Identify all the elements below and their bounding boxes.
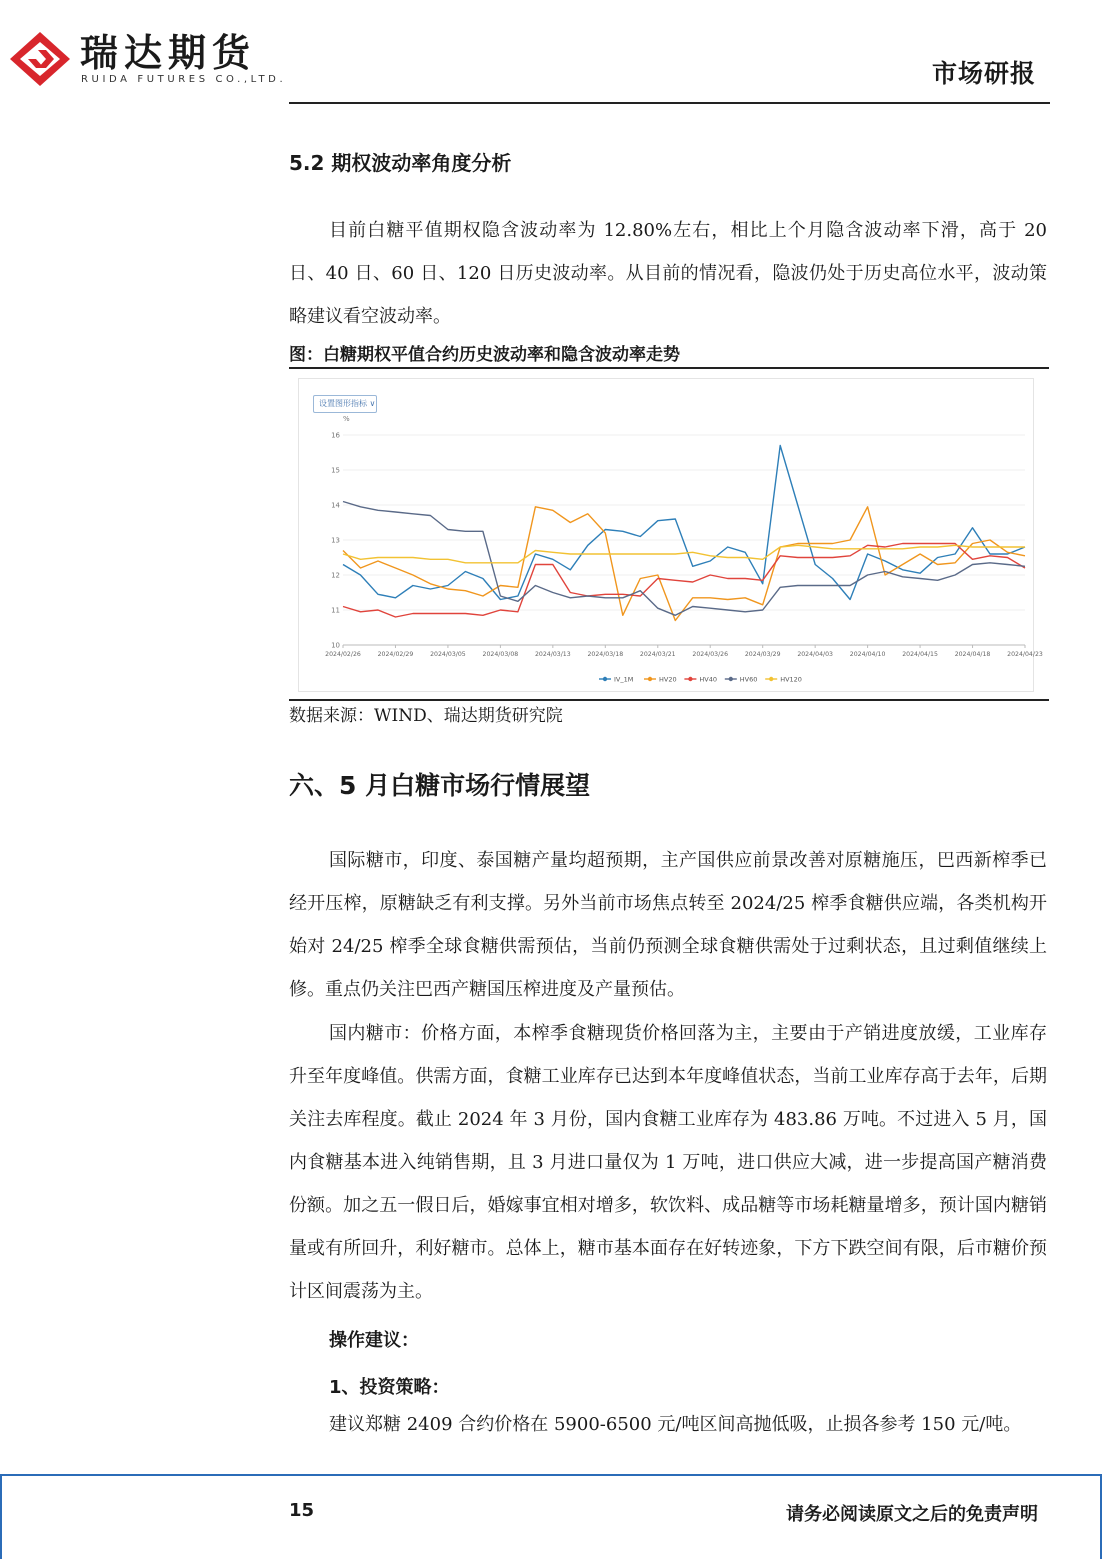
chart-x-tick-label: 2024/03/21 — [639, 651, 676, 658]
series-line-hv20 — [343, 507, 1025, 621]
chart-x-tick-label: 2024/04/03 — [797, 651, 833, 658]
chart-x-tick-label: 2024/03/08 — [482, 651, 519, 658]
legend-item-hv60[interactable]: HV60 — [739, 675, 758, 684]
chart-x-tick-label: 2024/03/26 — [692, 651, 729, 658]
chart-x-tick-label: 2024/04/18 — [954, 651, 991, 658]
chart-x-tick-label: 2024/03/13 — [535, 651, 571, 658]
legend-swatch-dot — [648, 677, 652, 681]
brand-name: 瑞达期货 — [80, 31, 257, 75]
legend-item-hv120[interactable]: HV120 — [780, 675, 802, 684]
brand-name-en: RUIDA FUTURES CO.,LTD. — [81, 74, 287, 85]
report-type: 市场研报 — [931, 59, 1036, 88]
chart-y-axis-label: % — [343, 415, 350, 423]
legend-item-hv20[interactable]: HV20 — [659, 675, 677, 684]
volatility-chart — [298, 378, 1043, 692]
legend-item-hv40[interactable]: HV40 — [699, 675, 718, 684]
legend-swatch-dot — [769, 677, 773, 681]
legend-swatch-dot — [729, 677, 733, 681]
legend-swatch-dot — [603, 677, 607, 681]
section-title-6: 六、5 月白糖市场行情展望 — [289, 771, 591, 800]
series-line-hv60 — [343, 502, 1025, 616]
chart-x-tick-label: 2024/02/29 — [377, 651, 414, 658]
chart-y-tick-label: 11 — [331, 606, 340, 615]
chart-y-tick-label: 12 — [331, 571, 340, 580]
section-5-2-paragraph: 目前白糖平值期权隐含波动率为 12.80%左右，相比上个月隐含波动率下滑，高于 20 日、40 日、60 日、120 日历史波动率。从目前的情况看，隐波仍处于历史高位水平，波动策略建议看空波动率。 — [289, 220, 1047, 327]
section-6-paragraph-2: 国内糖市：价格方面，本榨季食糖现货价格回落为主，主要由于产销进度放缓，工业库存升至年度峰值。供需方面，食糖工业库存已达到本年度峰值状态，当前工业库存高于去年，后期关注去库程度。截止 2024 年 3 月份，国内食糖工业库存为 483.86 万吨。不过进入 5 月，国内食糖基本进入纯销售期，且 3 月进口量仅为 1 万吨，进口供应大减，进一步提高国产糖消费份额。加之五一假日后，婚嫁事宜相对增多，软饮料、成品糖等市场耗糖量增多，预计国内糖销量或有所回升，利好糖市。总体上，糖市基本面存在好转迹象，下方下跌空间有限，后市糖价预计区间震荡为主。 — [289, 1023, 1047, 1302]
chart-x-tick-label: 2024/03/29 — [744, 651, 781, 658]
series-line-iv-1m — [343, 446, 1025, 600]
page-number: 15 — [289, 1500, 315, 1521]
chart-x-tick-label: 2024/04/10 — [849, 651, 886, 658]
disclaimer-text: 请务必阅读原文之后的免责声明 — [786, 1504, 1038, 1525]
page-header — [0, 0, 1102, 110]
header-divider — [289, 102, 1050, 104]
operation-advice-title: 操作建议： — [329, 1330, 419, 1351]
figure-bottom-rule — [289, 699, 1049, 701]
legend-item-iv-1m[interactable]: IV_1M — [614, 675, 634, 684]
chart-x-tick-label: 2024/04/23 — [1007, 651, 1043, 658]
chart-x-tick-label: 2024/04/15 — [902, 651, 938, 658]
chart-x-tick-label: 2024/03/18 — [587, 651, 624, 658]
series-line-hv120 — [343, 545, 1025, 563]
chart-x-tick-label: 2024/03/05 — [430, 651, 466, 658]
figure-source: 数据来源：WIND、瑞达期货研究院 — [289, 706, 563, 726]
section-title-5-2: 5.2 期权波动率角度分析 — [289, 151, 512, 175]
section-6-paragraph-1: 国际糖市，印度、泰国糖产量均超预期，主产国供应前景改善对原糖施压，巴西新榨季已经开压榨，原糖缺乏有利支撑。另外当前市场焦点转至 2024/25 榨季食糖供应端，各类机构开始对 24/25 榨季全球食糖供需预估，当前仍预测全球食糖供需处于过剩状态，且过剩值继续上修。重点仍关注巴西产糖国压榨进度及产量预估。 — [289, 850, 1047, 1000]
chart-y-tick-label: 10 — [331, 641, 340, 650]
investment-strategy-text: 建议郑糖 2409 合约价格在 5900-6500 元/吨区间高抛低吸，止损各参考 150 元/吨。 — [329, 1414, 1022, 1435]
chart-svg — [299, 379, 1043, 693]
chart-y-tick-label: 14 — [331, 501, 340, 510]
ruida-logo-icon — [8, 30, 72, 88]
investment-strategy-title: 1、投资策略： — [329, 1377, 450, 1398]
chart-y-tick-label: 13 — [331, 536, 340, 545]
figure-top-rule — [289, 367, 1049, 369]
chart-x-tick-label: 2024/02/26 — [325, 651, 361, 658]
chart-indicator-button[interactable]: 设置图形指标 ∨ — [313, 395, 377, 413]
series-line-hv40 — [343, 544, 1025, 618]
chart-y-tick-label: 16 — [331, 431, 340, 440]
legend-swatch-dot — [688, 677, 692, 681]
chart-y-tick-label: 15 — [331, 466, 340, 475]
figure-title: 图：白糖期权平值合约历史波动率和隐含波动率走势 — [289, 345, 680, 365]
